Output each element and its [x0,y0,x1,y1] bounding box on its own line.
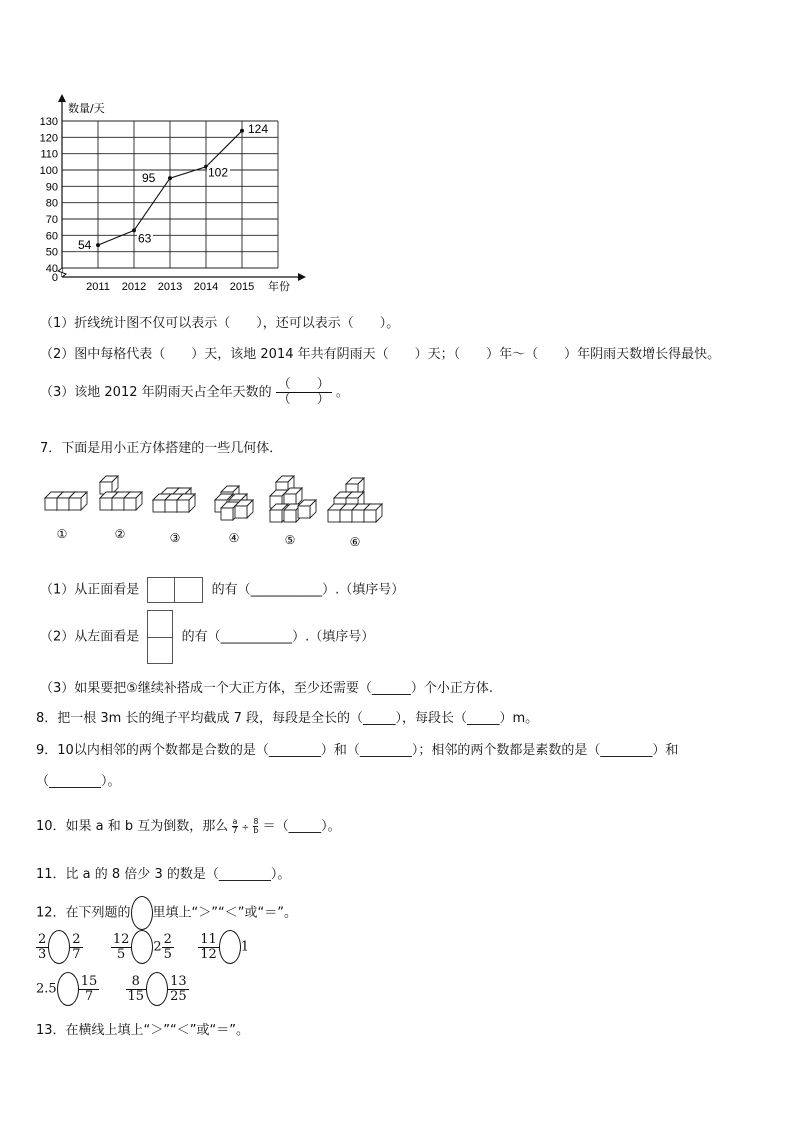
data-point [240,129,244,133]
figure-6 [328,478,382,522]
fraction-8-over-b: $\frac{8}{b}$ [253,817,259,835]
data-label: 102 [208,165,229,180]
q7-part3: （3）如果要把⑤继续补搭成一个大正方体，至少还需要（______）个小正方体. [40,681,494,696]
blank-denominator: （ ） [277,392,330,407]
frac: $\frac{2}{3}$ [38,931,47,962]
figure-2 [100,476,142,510]
answer-oval-example [131,896,153,930]
data-label: 63 [138,231,152,246]
y-tick-label: 60 [45,230,58,243]
x-tick-label: 2011 [86,281,110,293]
y-tick-label: 80 [45,197,58,210]
x-axis-label: 年份 [268,280,290,293]
figure-label-3: ③ [169,531,181,545]
blank-fraction [276,378,332,407]
question-12: 12．在下列题的 里填上“＞”“＜”或“＝”。 [36,896,297,930]
figure-3 [153,488,195,512]
q12-row2: 2.5 $\frac{15}{7}$ $\frac{8}{15}$ $\frac{13}{25}$ [36,972,189,1006]
x-tick-label: 2013 [157,281,183,293]
y-tick-label: 0 [51,272,58,284]
figure-label-4: ④ [228,531,240,545]
answer-oval[interactable] [48,930,70,964]
data-point [168,176,172,180]
q6-part3: （3）该地 2012 年阴雨天占全年天数的 $\frac{( )}{( )}$ 。 [40,377,349,407]
answer-oval[interactable] [219,930,241,964]
y-tick-label: 40 [45,263,58,275]
y-axis-arrow [58,94,66,102]
y-tick-label: 50 [45,246,58,259]
q12-row1: $\frac{2}{3}$ $\frac{2}{7}$ $\frac{12}{5}$ 2 $\frac{2}{5}$ $\frac{11}{12}$ 1 [36,930,249,964]
x-axis-arrow [298,273,306,281]
y-axis-label: 数量/天 [68,102,105,115]
question-13: 13．在横线上填上“＞”“＜”或“＝”。 [36,1023,249,1038]
x-tick-label: 2014 [193,281,219,293]
axis-break [58,268,66,277]
x-tick-label: 2015 [229,281,255,293]
y-tick-label: 70 [45,214,58,226]
figure-label-6: ⑥ [349,535,361,549]
fraction-a-over-7: $\frac{a}{7}$ [232,817,238,835]
question-11: 11．比 a 的 8 倍少 3 的数是（________）。 [36,867,291,882]
question-8: 8．把一根 3m 长的绳子平均截成 7 段，每段是全长的（_____），每段长（_____）m。 [36,711,539,726]
data-point [96,243,100,247]
data-label: 54 [78,238,92,253]
figure-label-1: ① [56,527,68,541]
question-9-line2: （________）。 [36,774,121,789]
q7-title: 7．下面是用小正方体搭建的一些几何体． [40,441,283,456]
cube-figures [40,470,400,556]
q6-part3-text: （3）该地 2012 年阴雨天占全年天数的 [40,385,272,400]
y-tick-label: 110 [40,148,58,161]
y-tick-label: 100 [39,165,58,177]
blank-numerator: （ ） [277,377,330,392]
q7-part2: （2）从左面看是 的有（___________）.（填序号） [40,610,374,664]
figure-4 [215,486,253,520]
left-view-shape [147,610,173,664]
answer-oval[interactable] [57,972,79,1006]
q7-part1: （1）从正面看是 的有（___________）.（填序号） [40,577,404,603]
question-10: 10．如果 a 和 b 互为倒数，那么 $\frac{a}{7}$ ÷ $\frac{8}{b}$ ＝（_____）。 [36,817,341,835]
data-point [132,228,136,232]
q6-part2: （2）图中每格代表（ ）天，该地 2014 年共有阴雨天（ ）天；（ ）年～（ ）年阴雨天数增长得最快。 [40,347,721,362]
data-label: 95 [142,171,156,186]
front-view-shape [147,577,203,603]
figure-5 [270,476,316,522]
x-tick-label: 2012 [121,281,147,293]
question-9-line1: 9．10以内相邻的两个数都是合数的是（________）和（________）；相邻的两个数都是素数的是（________）和 [36,743,679,758]
answer-oval[interactable] [131,930,153,964]
y-tick-label: 90 [45,181,58,194]
y-tick-label: 120 [39,132,58,145]
answer-oval[interactable] [146,972,168,1006]
q6-part1: （1）折线统计图不仅可以表示（ ），还可以表示（ ）。 [40,316,400,331]
line-chart [30,90,320,300]
figure-label-5: ⑤ [284,533,296,547]
figure-1 [45,492,87,510]
figure-label-2: ② [114,527,126,541]
data-label: 124 [248,121,269,136]
y-tick-label: 130 [39,116,58,128]
